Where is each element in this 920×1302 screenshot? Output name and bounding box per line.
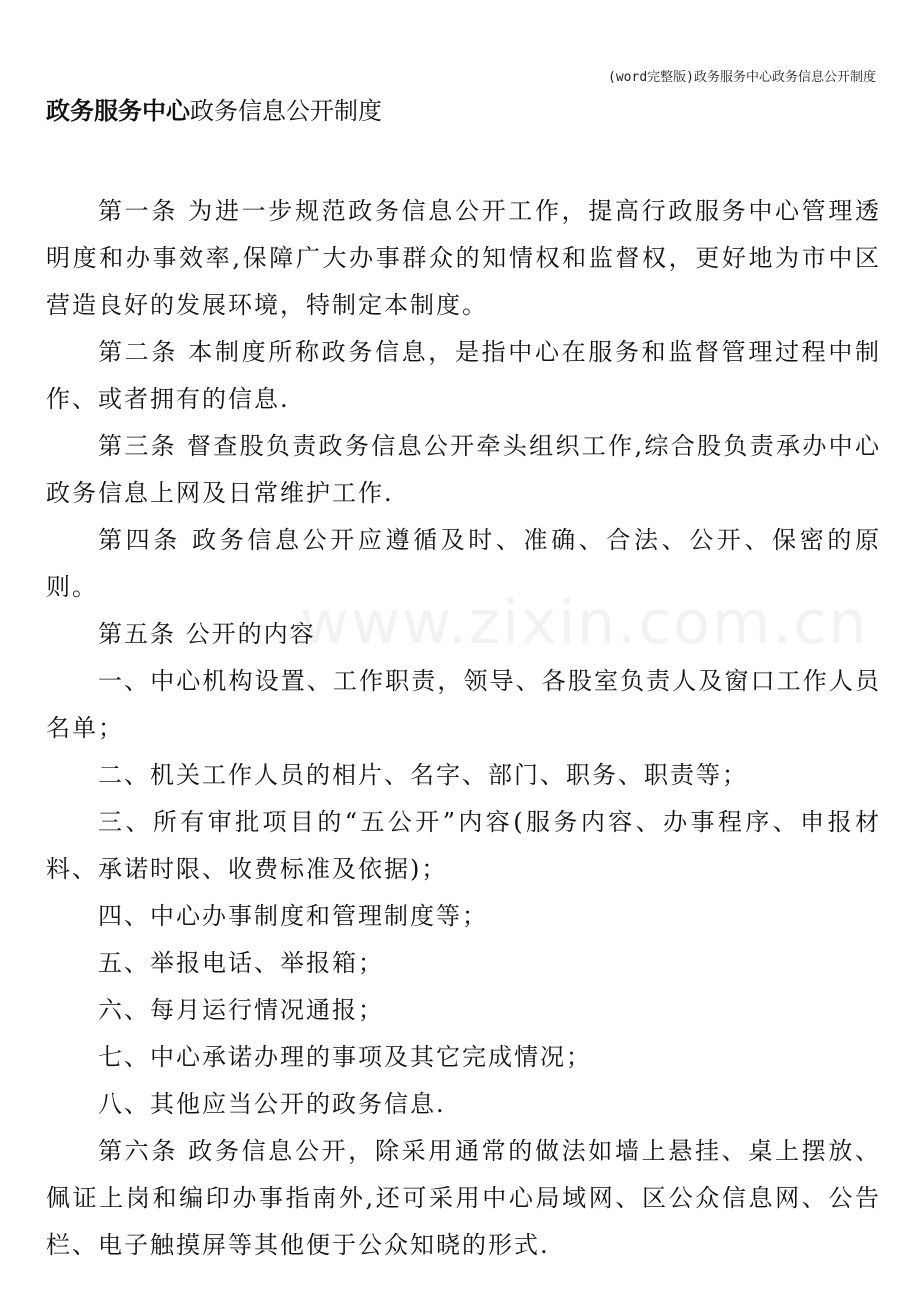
content-item-6: 六、每月运行情况通报；	[98, 996, 384, 1024]
content-item-8: 八、其他应当公开的政务信息.	[98, 1090, 446, 1118]
watermark: www.zixin.com.cn	[300, 588, 869, 658]
running-header: (word完整版)政务服务中心政务信息公开制度	[608, 70, 876, 85]
content-item-5: 五、举报电话、举报箱；	[98, 949, 384, 977]
content-item-7: 七、中心承诺办理的事项及其它完成情况；	[98, 1043, 592, 1071]
article-1: 第一条 为进一步规范政务信息公开工作，提高行政服务中心管理透明度和办事效率,保障广大办事群众的知情权和监督权，更好地为市中区营造良好的发展环境，特制定本制度。	[46, 197, 881, 319]
article-2: 第二条 本制度所称政务信息，是指中心在服务和监督管理过程中制作、或者拥有的信息.	[46, 338, 881, 413]
article-6: 第六条 政务信息公开，除采用通常的做法如墙上悬挂、桌上摆放、佩证上岗和编印办事指南外,还可采用中心局域网、区公众信息网、公告栏、电子触摸屏等其他便于公众知晓的形式.	[46, 1137, 881, 1259]
content-item-2: 二、机关工作人员的相片、名字、部门、职务、职责等；	[98, 761, 748, 789]
content-item-3: 三、所有审批项目的“五公开”内容(服务内容、办事程序、申报材料、承诺时限、收费标准及依据)；	[46, 808, 881, 883]
title-bold-part: 政务服务中心	[46, 97, 190, 125]
article-4: 第四条 政务信息公开应遵循及时、准确、合法、公开、保密的原则。	[46, 526, 881, 601]
content-item-4: 四、中心办事制度和管理制度等；	[98, 902, 488, 930]
document-title	[46, 93, 382, 129]
title-normal-part: 政务信息公开制度	[190, 97, 382, 125]
document-body	[46, 188, 881, 1269]
article-5-heading: 第五条 公开的内容	[98, 620, 316, 648]
content-item-1: 一、中心机构设置、工作职责，领导、各股室负责人及窗口工作人员名单；	[46, 667, 881, 742]
article-3: 第三条 督查股负责政务信息公开牵头组织工作,综合股负责承办中心政务信息上网及日常维护工作.	[46, 432, 881, 507]
